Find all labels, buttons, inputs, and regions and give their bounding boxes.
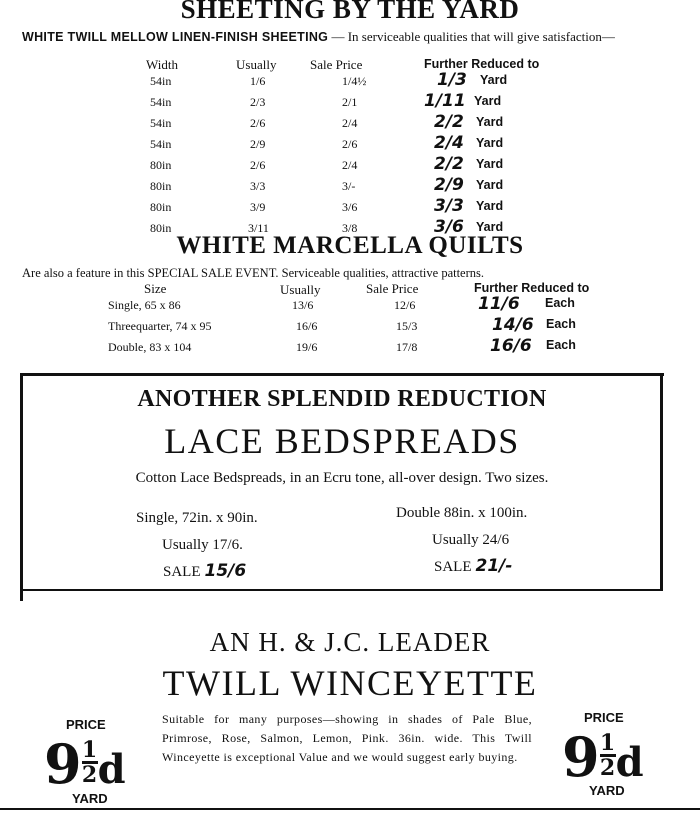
quilts-sale: 17/8 xyxy=(396,340,418,354)
quilts-title: WHITE MARCELLA QUILTS xyxy=(176,232,524,259)
sheeting-width: 80in xyxy=(150,200,172,214)
sheeting-unit: Yard xyxy=(476,115,504,129)
sheeting-further: 2/9 xyxy=(434,175,464,195)
sheeting-sale: 2/1 xyxy=(342,95,358,109)
price-value-left xyxy=(44,732,126,796)
price-num-right: 1 xyxy=(599,730,616,756)
sheeting-width: 54in xyxy=(150,74,172,88)
box-border-top xyxy=(20,373,664,376)
quilts-header-further: Further Reduced to xyxy=(474,281,590,295)
quilts-unit: Each xyxy=(546,317,576,331)
box-border-left xyxy=(20,373,23,601)
sheeting-unit: Yard xyxy=(476,136,504,150)
sheeting-sale: 1/4½ xyxy=(342,74,367,88)
quilts-unit: Each xyxy=(546,338,576,352)
quilts-further: 14/6 xyxy=(492,315,534,335)
price-per-right: YARD xyxy=(589,783,625,798)
sheeting-width: 54in xyxy=(150,116,172,130)
price-label-right: PRICE xyxy=(584,710,624,725)
sheeting-unit: Yard xyxy=(476,178,504,192)
bedspread-single-sale-price: 15/6 xyxy=(204,561,247,581)
quilts-lead: Are also a feature in this SPECIAL SALE EVENT. Serviceable qualities, attractive patterns. xyxy=(22,266,485,280)
bedspread-single-usually: Usually 17/6. xyxy=(162,537,243,553)
sheeting-header-width: Width xyxy=(146,57,178,72)
quilts-header-size: Size xyxy=(144,281,167,296)
sheeting-unit: Yard xyxy=(474,94,502,108)
sheeting-sale: 3/- xyxy=(342,179,356,193)
price-unit-right: d xyxy=(615,739,644,786)
sheeting-sale: 2/4 xyxy=(342,116,358,130)
sheeting-sale: 2/4 xyxy=(342,158,358,172)
sheeting-further: 3/6 xyxy=(434,217,464,237)
sheeting-title: SHEETING BY THE YARD xyxy=(180,0,520,24)
price-value-right xyxy=(562,725,644,789)
quilts-further: 16/6 xyxy=(490,336,532,356)
quilts-sale: 15/3 xyxy=(396,319,418,333)
sheeting-usually: 2/6 xyxy=(250,116,266,130)
quilts-size: Single, 65 x 86 xyxy=(108,298,181,312)
bedspread-single-sale xyxy=(163,561,246,581)
quilts-sale: 12/6 xyxy=(394,298,416,312)
bedspread-double-usually: Usually 24/6 xyxy=(432,532,510,548)
price-den-left: 2 xyxy=(81,762,98,788)
sheeting-usually: 3/3 xyxy=(250,179,266,193)
sheeting-header-usually: Usually xyxy=(236,57,277,72)
price-fraction-left xyxy=(81,737,98,788)
sheeting-unit: Yard xyxy=(476,199,504,213)
quilts-further: 11/6 xyxy=(478,294,520,314)
bedspread-double-size: Double 88in. x 100in. xyxy=(396,505,528,521)
bottom-rule xyxy=(0,808,700,810)
sheeting-usually: 2/3 xyxy=(250,95,266,109)
bedspreads-description: Cotton Lace Bedspreads, in an Ecru tone, all-over design. Two sizes. xyxy=(135,470,549,486)
box-border-right xyxy=(660,373,663,591)
price-label-left: PRICE xyxy=(66,717,106,732)
quilts-header-sale: Sale Price xyxy=(366,281,419,296)
bedspread-single-size: Single, 72in. x 90in. xyxy=(136,510,258,526)
sheeting-further: 2/4 xyxy=(434,133,464,153)
winceyette-description: Suitable for many purposes—showing in shades of Pale Blue, Primrose, Rose, Salmon, Lemon, Pink. 36in. wide. This Twill Winceyette is exceptional Value and we would suggest early buying. xyxy=(162,712,532,764)
quilts-header-usually: Usually xyxy=(280,282,321,297)
bedspread-double-sale-price: 21/- xyxy=(475,556,513,576)
sheeting-usually: 1/6 xyxy=(250,74,266,88)
sheeting-lead-caps: WHITE TWILL MELLOW LINEN-FINISH SHEETING xyxy=(22,30,329,44)
sheeting-usually: 2/6 xyxy=(250,158,266,172)
sheeting-further: 3/3 xyxy=(434,196,464,216)
quilts-usually: 16/6 xyxy=(296,319,318,333)
price-whole-left: 9 xyxy=(44,732,82,796)
quilts-usually: 13/6 xyxy=(292,298,314,312)
price-per-left: YARD xyxy=(72,791,108,806)
bedspread-double-sale-label: SALE xyxy=(434,559,472,575)
price-fraction-right xyxy=(599,730,616,781)
sheeting-further: 2/2 xyxy=(434,154,464,174)
sheeting-width: 54in xyxy=(150,95,172,109)
sheeting-sale: 2/6 xyxy=(342,137,358,151)
sheeting-further: 2/2 xyxy=(434,112,464,132)
quilts-usually: 19/6 xyxy=(296,340,318,354)
sheeting-lead xyxy=(22,29,692,45)
sheeting-width: 54in xyxy=(150,137,172,151)
sheeting-sale: 3/6 xyxy=(342,200,358,214)
sheeting-header-sale: Sale Price xyxy=(310,57,363,72)
bedspread-double-sale xyxy=(434,556,512,576)
sheeting-width: 80in xyxy=(150,221,172,235)
sheeting-usually: 3/11 xyxy=(248,221,269,235)
price-whole-right: 9 xyxy=(562,725,600,789)
sheeting-further: 1/3 xyxy=(437,70,467,90)
bedspread-single-sale-label: SALE xyxy=(163,564,201,580)
quilts-size: Double, 83 x 104 xyxy=(108,340,192,354)
sheeting-width: 80in xyxy=(150,158,172,172)
sheeting-usually: 3/9 xyxy=(250,200,266,214)
price-den-right: 2 xyxy=(599,755,616,781)
sheeting-usually: 2/9 xyxy=(250,137,266,151)
sheeting-unit: Yard xyxy=(476,157,504,171)
winceyette-title: TWILL WINCEYETTE xyxy=(162,663,538,703)
winceyette-heading: AN H. & J.C. LEADER xyxy=(209,627,491,657)
bedspreads-title: LACE BEDSPREADS xyxy=(164,421,520,461)
sheeting-lead-rest: — In serviceable qualities that will give satisfaction— xyxy=(331,29,615,44)
price-num-left: 1 xyxy=(81,737,98,763)
sheeting-unit: Yard xyxy=(476,220,504,234)
sheeting-further: 1/11 xyxy=(424,91,466,111)
quilts-unit: Each xyxy=(545,296,575,310)
box-border-bottom xyxy=(20,589,663,591)
sheeting-width: 80in xyxy=(150,179,172,193)
price-unit-left: d xyxy=(97,746,126,793)
bedspreads-heading: ANOTHER SPLENDID REDUCTION xyxy=(137,386,547,412)
sheeting-header-further: Further Reduced to xyxy=(424,57,540,71)
sheeting-sale: 3/8 xyxy=(342,221,358,235)
quilts-size: Threequarter, 74 x 95 xyxy=(108,319,212,333)
sheeting-unit: Yard xyxy=(480,73,508,87)
